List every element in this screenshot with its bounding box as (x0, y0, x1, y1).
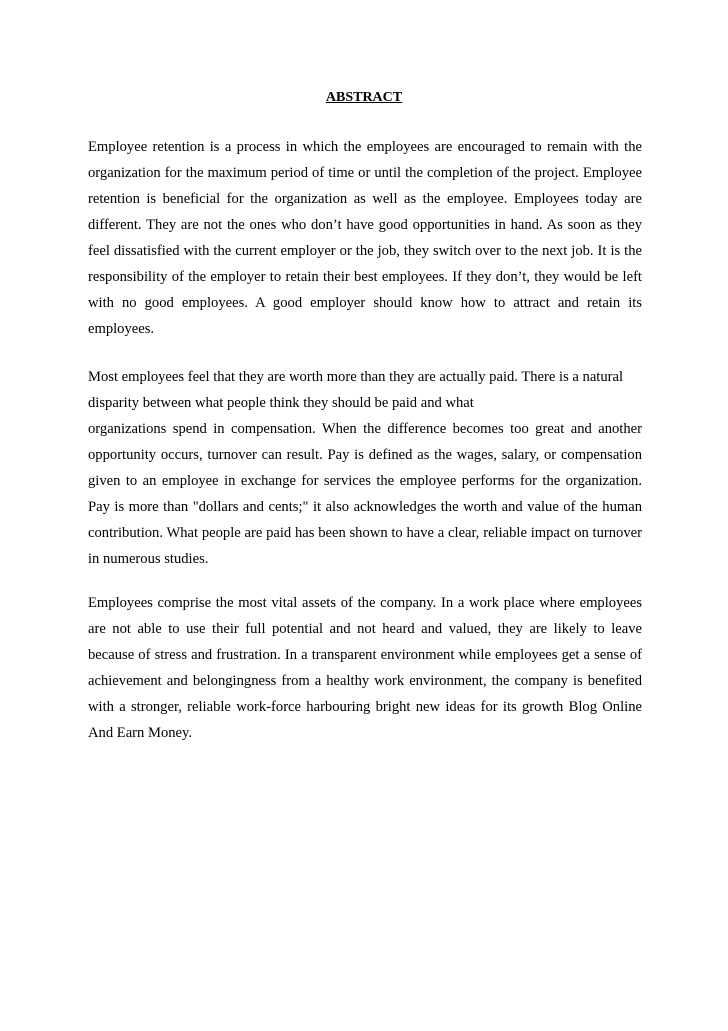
paragraph-assets: Employees comprise the most vital assets of the company. In a work place where employees are not able to use their full potential and not heard and valued, they are likely to leave because of stress and frustration. In a transparent environment while employees get a sense of achievement and belongingness from a healthy work environment, the company is benefited with a stronger, reliable work-force harbouring bright new ideas for its growth Blog Online And Earn Money. (88, 595, 642, 741)
paragraph-retention: Employee retention is a process in which the employees are encouraged to remain with the organization for the maximum period of time or until the completion of the project. Employee retention is beneficial for the organization as well as the employee. Employees today are different. They are not the ones who don’t have good opportunities in hand. As soon as they feel dissatisfied with the current employer or the job, they switch over to the next job. It is the responsibility of the employer to retain their best employees. If they don’t, they would be left with no good employees. A good employer should know how to attract and retain its employees. (88, 139, 642, 337)
abstract-heading: ABSTRACT (325, 90, 403, 105)
paragraph-compensation (88, 364, 642, 572)
paragraph-compensation-part-1: Most employees feel that they are worth more than they are actually paid. There is a natural disparity between what people think they should be paid and what (88, 369, 624, 411)
paragraph-compensation-part-2: organizations spend in compensation. When the difference becomes too great and another opportunity occurs, turnover can result. Pay is defined as the wages, salary, or compensation given to an employee in exchange for services the employee performs for the organization. Pay is more than "dollars and cents;" it also acknowledges the worth and value of the human contribution. What people are paid has been shown to have a clear, reliable impact on turnover in numerous studies. (88, 421, 642, 567)
